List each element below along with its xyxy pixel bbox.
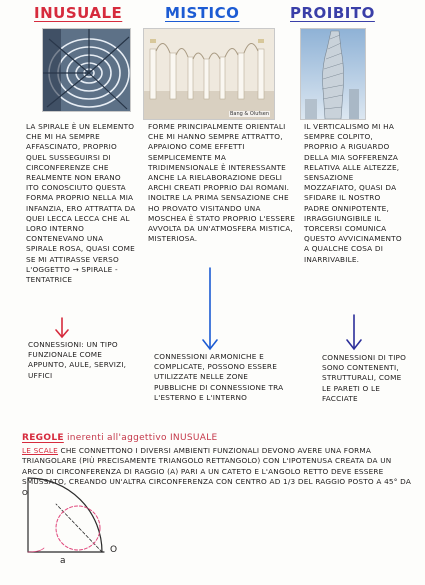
regole-heading-rest: inerenti all'aggettivo INUSUALE bbox=[66, 433, 218, 443]
spiral-staircase-photo bbox=[42, 28, 131, 112]
text-mistico: FORME PRINCIPALMENTE ORIENTALI CHE MI HANNO SEMPRE ATTRATTO, APPAIONO COME EFFETTI SEMPLICEMENTE MA TRIDIMENSIONALE È INTERESSANTE ANCHE LA RIELABORAZIONE DEGLI ARCHI CREATI PROPRIO DAI ROMANI. INOLTRE LA PRIMA SENSAZIONE CHE HO PROVATO VISITANDO UNA MOSCHEA È STATO PROPRIO L'ESSERE AVVOLTA DA UN'ATMOSFERA MISTICA, MISTERIOSA. bbox=[148, 122, 296, 244]
regole-text bbox=[22, 446, 412, 498]
connections-proibito: CONNESSIONI DI TIPO SONO CONTENENTI, STRUTTURALI, COME LE PARETI O LE FACCIATE bbox=[322, 353, 407, 403]
regole-text-keyword: LE SCALE bbox=[22, 446, 58, 455]
arrow-mistico bbox=[203, 268, 217, 349]
title-inusuale: INUSUALE bbox=[34, 4, 123, 22]
regole-keyword: REGOLE bbox=[22, 433, 64, 443]
title-mistico: MISTICO bbox=[165, 4, 240, 22]
regole-heading bbox=[22, 433, 218, 443]
arrow-inusuale bbox=[56, 318, 68, 337]
connections-mistico: CONNESSIONI ARMONICHE E COMPLICATE, POSSONO ESSERE UTILIZZATE NELLE ZONE PUBBLICHE DI CONNESSIONE TRA L'ESTERNO E L'INTERNO bbox=[154, 352, 284, 402]
title-proibito: PROIBITO bbox=[290, 4, 375, 22]
mosque-arches-photo bbox=[143, 28, 275, 120]
origin-label: O bbox=[110, 545, 118, 555]
regole-text-body: CHE CONNETTONO I DIVERSI AMBIENTI FUNZIONALI DEVONO AVERE UNA FORMA TRIANGOLARE (PIÙ PRECISAMENTE TRIANGOLO RETTANGOLO) CON L'IPOTENUSA CREATA DA UN ARCO DI CIRCONFERENZA DI RAGGIO (A) PARI A UN CATETO E L'ANGOLO RETTO DEVE ESSERE SMUSSATO, CREANDO UN'ALTRA CIRCONFERENZA CON CENTRO AD 1/3 DEL RAGGIO POSTO A 45° DA O bbox=[22, 446, 412, 497]
radius-label: a bbox=[60, 556, 66, 566]
twisted-tower-photo bbox=[300, 28, 366, 120]
text-inusuale: LA SPIRALE È UN ELEMENTO CHE MI HA SEMPRE AFFASCINATO, PROPRIO QUEL SUSSEGUIRSI DI CIRCONFERENZE CHE REALMENTE NON ERANO ITO CONOSCIUTO QUESTA FORMA PROPRIO NELLA MIA INFANZIA, ERO ATTRATTA DA QUEI LECCA LECCA CHE AL LORO INTERNO CONTENEVANO UNA SPIRALE ROSA, QUASI COME SE MI ATTIRASSE VERSO L'OGGETTO → SPIRALE - TENTATRICE bbox=[26, 122, 136, 285]
arrow-proibito bbox=[347, 315, 361, 349]
text-proibito: IL VERTICALISMO MI HA SEMPRE COLPITO, PROPRIO A RIGUARDO DELLA MIA SOFFERENZA RELATIVA ALLE ALTEZZE, SENSAZIONE MOZZAFIATO, QUASI DA SFIDARE IL NOSTRO PADRE ONNIPOTENTE, IRRAGGIUNGIBILE IL TORCERSI COMUNICA QUESTO AVVICINAMENTO A QUALCHE COSA DI INARRIVABILE. bbox=[304, 122, 402, 264]
photo-credit: Bang & Olufsen bbox=[229, 111, 269, 117]
connections-inusuale: CONNESSIONI: UN TIPO FUNZIONALE COME APPUNTO, AULE, SERVIZI, UFFICI bbox=[28, 340, 127, 380]
